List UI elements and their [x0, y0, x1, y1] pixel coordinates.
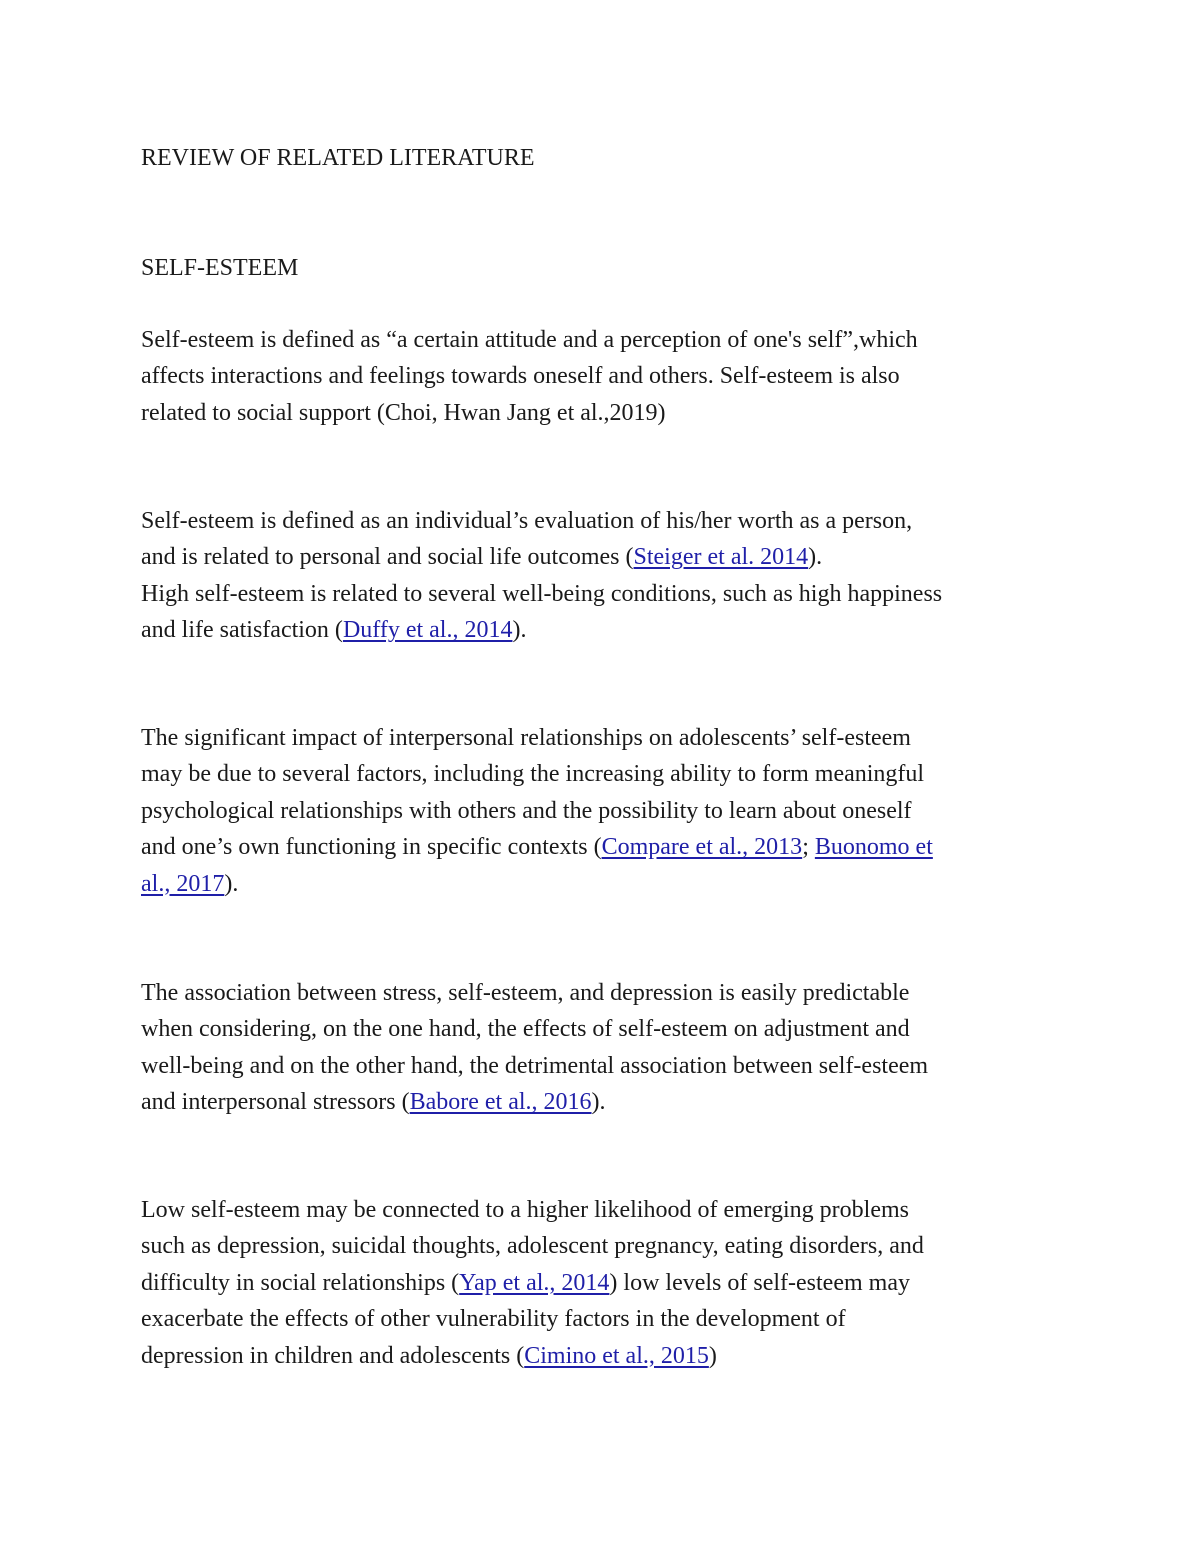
- citation-link-babore[interactable]: Babore et al., 2016: [409, 1089, 592, 1116]
- paragraph-line: Low self-esteem may be connected to a higher likelihood of emerging problems: [141, 1197, 909, 1223]
- text-run: and life satisfaction (: [141, 617, 343, 644]
- paragraph-4: [141, 975, 1101, 1121]
- paragraph-line: The association between stress, self-esteem, and depression is easily predictable: [141, 980, 910, 1006]
- paragraph-line: may be due to several factors, including the increasing ability to form meaningful: [141, 761, 925, 788]
- paragraph-3: [141, 720, 1101, 902]
- citation-link-steiger[interactable]: Steiger et al. 2014: [633, 544, 809, 571]
- document-title: REVIEW OF RELATED LITERATURE: [141, 145, 535, 171]
- paragraph-line: Self-esteem is defined as “a certain attitude and a perception of one's self”,which: [141, 327, 918, 353]
- paragraph-1: [141, 322, 1101, 431]
- paragraph-5: [141, 1192, 1101, 1374]
- text-run: depression in children and adolescents (: [141, 1342, 525, 1369]
- text-run: ).: [591, 1089, 606, 1116]
- text-run: and is related to personal and social life outcomes (: [141, 544, 634, 571]
- paragraph-line: [141, 1084, 1101, 1120]
- paragraph-2: [141, 503, 1101, 649]
- citation-link-yap[interactable]: Yap et al., 2014: [459, 1269, 610, 1296]
- citation-link-cimino[interactable]: Cimino et al., 2015: [524, 1342, 709, 1369]
- paragraph-line: [141, 829, 1101, 865]
- paragraph-line: [141, 866, 1101, 902]
- paragraph-line: [141, 539, 1101, 575]
- text-run: ).: [224, 870, 239, 897]
- text-run: ) low levels of self-esteem may: [609, 1269, 910, 1296]
- citation-link-buonomo-part1[interactable]: Buonomo et: [814, 834, 933, 861]
- paragraph-line: psychological relationships with others and the possibility to learn about oneself: [141, 797, 912, 824]
- section-heading: SELF-ESTEEM: [141, 255, 299, 281]
- text-run: ).: [512, 617, 527, 644]
- paragraph-line: [141, 612, 1101, 648]
- paragraph-line: when considering, on the one hand, the effects of self-esteem on adjustment and: [141, 1016, 910, 1043]
- text-run: ).: [808, 544, 823, 571]
- paragraph-line: affects interactions and feelings towards oneself and others. Self-esteem is also: [141, 363, 900, 390]
- paragraph-line: [141, 1265, 1101, 1301]
- paragraph-line: well-being and on the other hand, the detrimental association between self-esteem: [141, 1052, 929, 1079]
- text-run: and interpersonal stressors (: [141, 1089, 410, 1116]
- text-run: ;: [802, 834, 815, 861]
- paragraph-line: related to social support (Choi, Hwan Jang et al.,2019): [141, 399, 666, 426]
- text-run: ): [708, 1342, 717, 1369]
- paragraph-line: such as depression, suicidal thoughts, adolescent pregnancy, eating disorders, and: [141, 1233, 924, 1260]
- paragraph-line: exacerbate the effects of other vulnerability factors in the development of: [141, 1306, 846, 1333]
- paragraph-line: Self-esteem is defined as an individual’s evaluation of his/her worth as a person,: [141, 508, 913, 534]
- citation-link-buonomo-part2[interactable]: al., 2017: [141, 870, 225, 897]
- text-run: and one’s own functioning in specific contexts (: [141, 834, 602, 861]
- paragraph-line: High self-esteem is related to several well-being conditions, such as high happiness: [141, 580, 943, 607]
- paragraph-line: [141, 1338, 1101, 1374]
- text-run: difficulty in social relationships (: [141, 1269, 460, 1296]
- citation-link-duffy[interactable]: Duffy et al., 2014: [342, 617, 513, 644]
- paragraph-line: The significant impact of interpersonal relationships on adolescents’ self-esteem: [141, 725, 911, 751]
- citation-link-compare[interactable]: Compare et al., 2013: [601, 834, 803, 861]
